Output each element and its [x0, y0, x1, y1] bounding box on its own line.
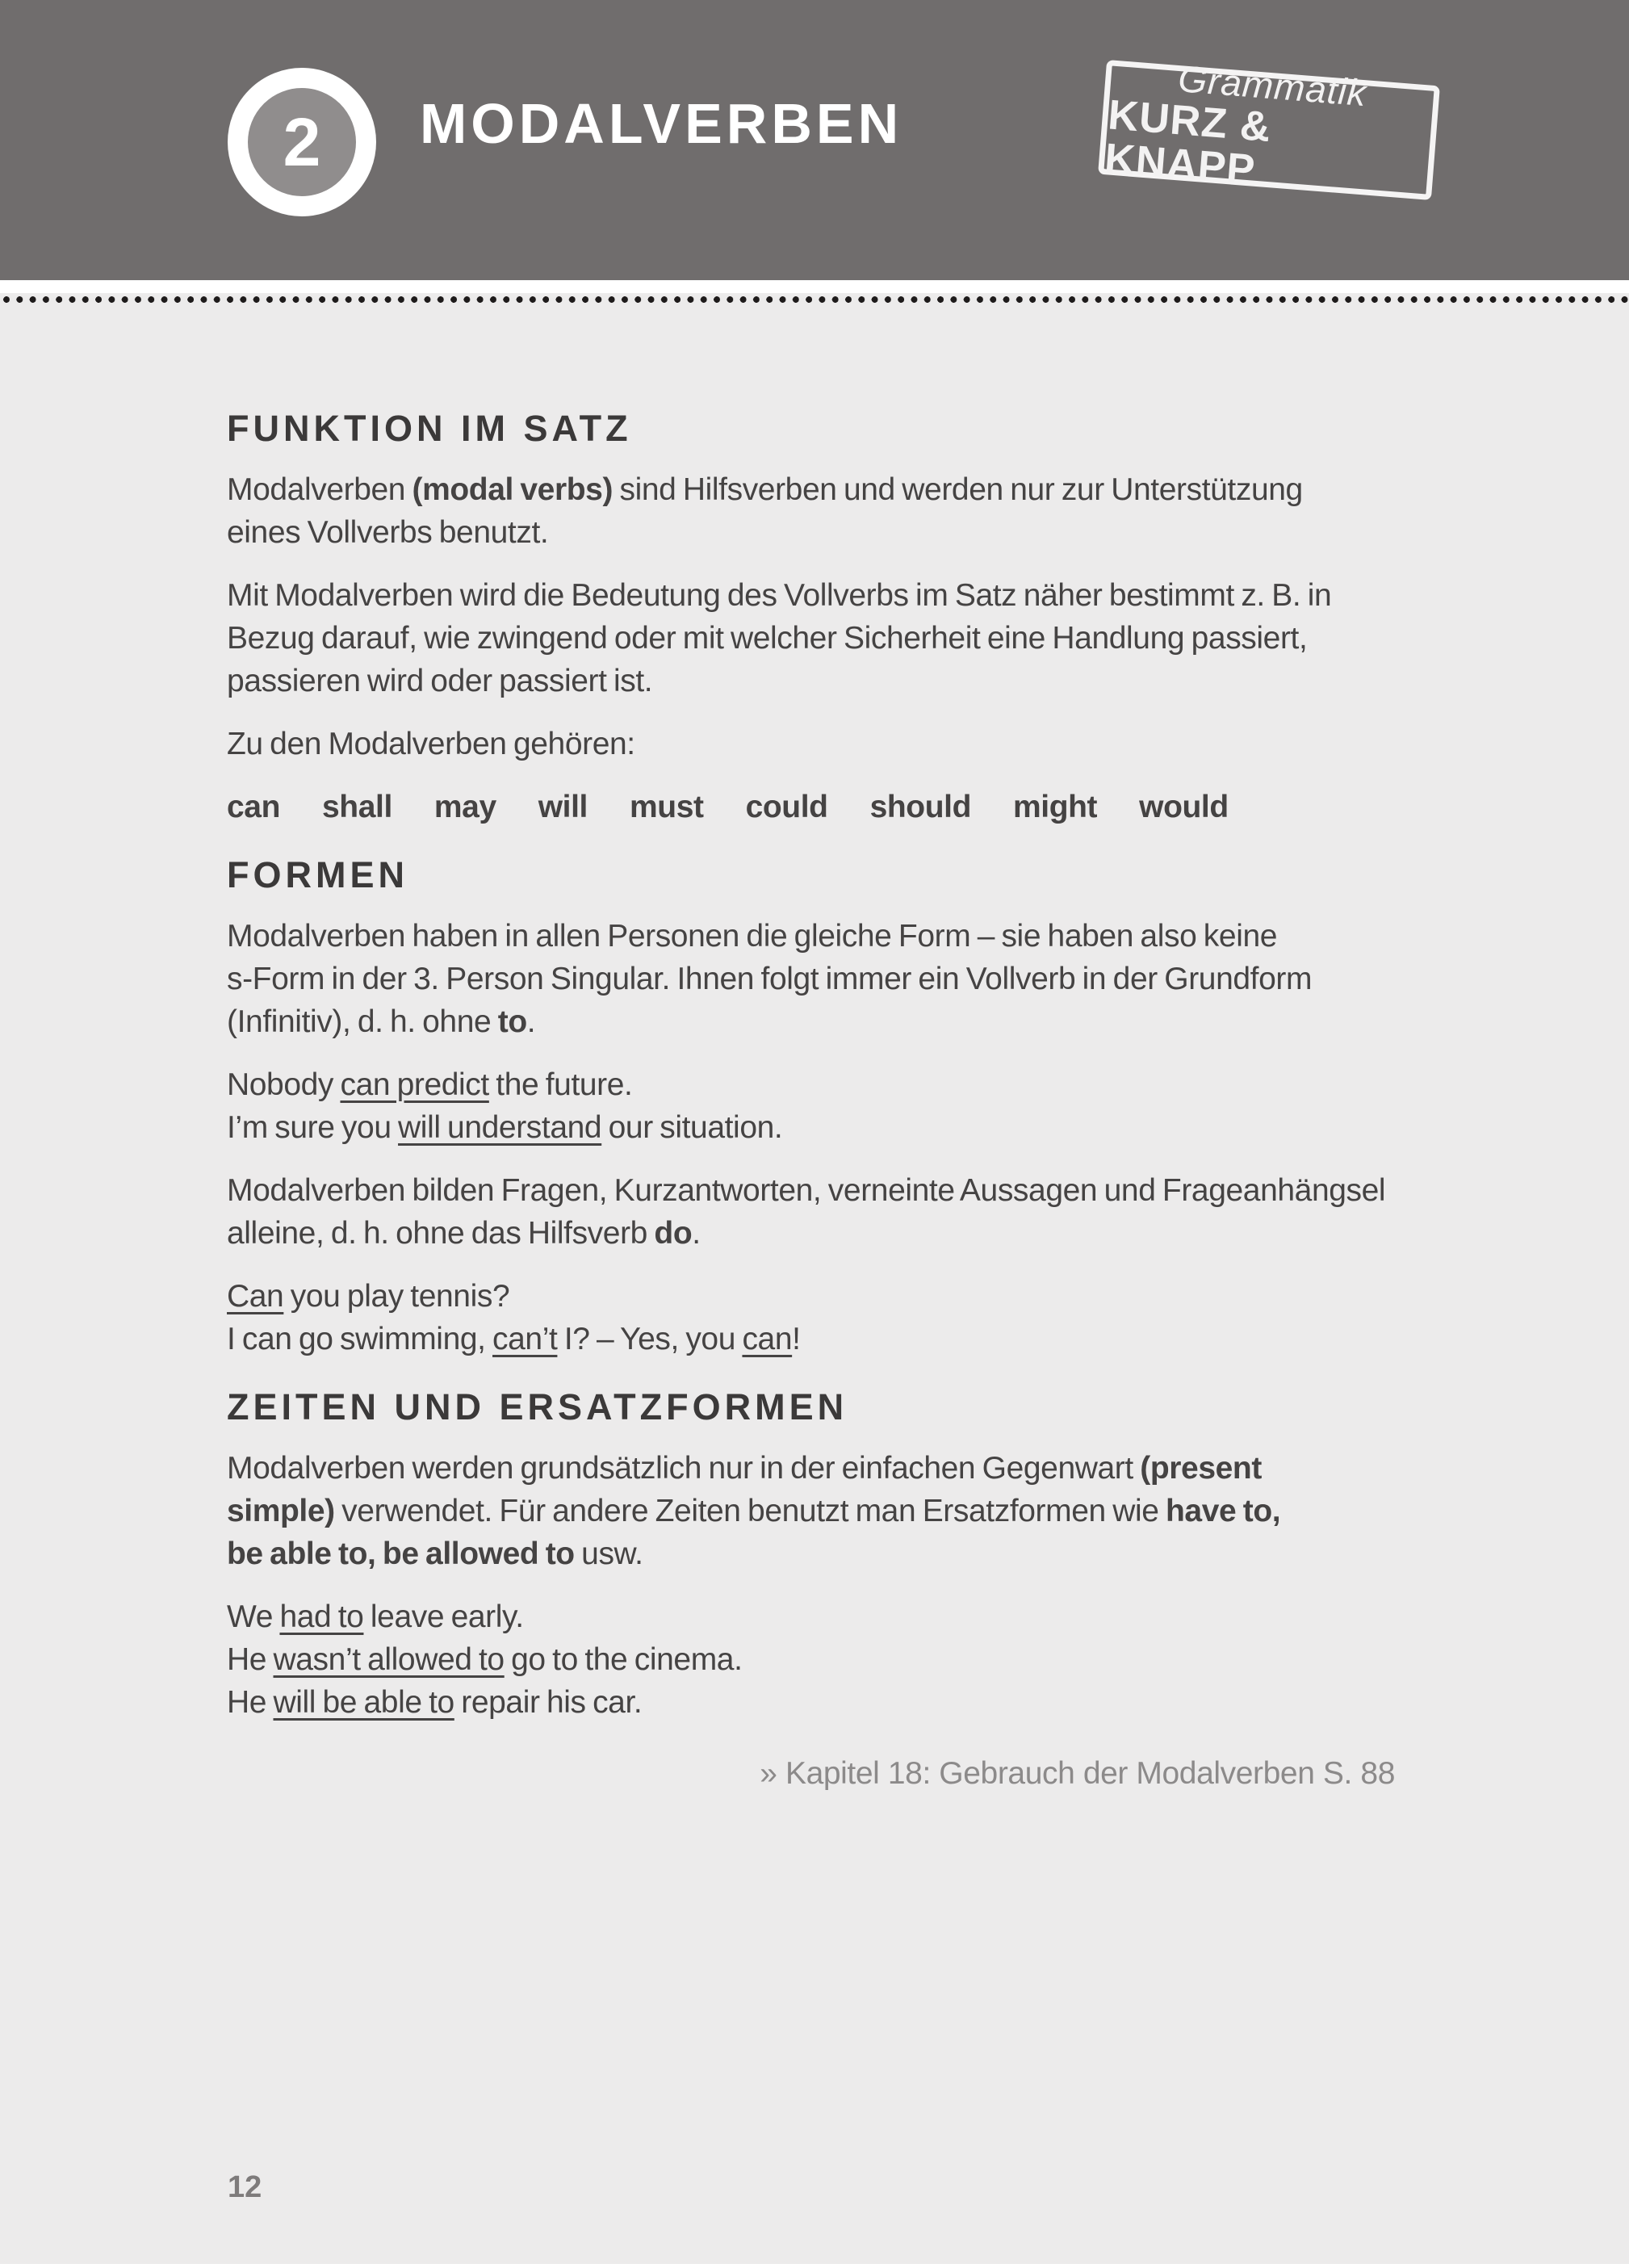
text-line: simple) verwendet. Für andere Zeiten benutzt man Ersatzformen wie have to,	[227, 1494, 1281, 1528]
paragraph	[227, 915, 1395, 1043]
section-funktion-im-satz	[227, 410, 1395, 828]
text-line: eines Vollverbs benutzt.	[227, 515, 549, 550]
modal-verbs-row	[227, 786, 1395, 828]
text-line: Modalverben werden grundsätzlich nur in der einfachen Gegenwart (present	[227, 1451, 1262, 1486]
chapter-number: 2	[283, 104, 321, 180]
example-block	[227, 1063, 1395, 1149]
dotted-separator	[0, 293, 1629, 306]
section-heading: ZEITEN UND ERSATZFORMEN	[227, 1386, 848, 1427]
section-heading: FUNKTION IM SATZ	[227, 408, 632, 449]
text-line: alleine, d. h. ohne das Hilfsverb do.	[227, 1216, 701, 1251]
page-number: 12	[228, 2170, 262, 2204]
text-line: Modalverben bilden Fragen, Kurzantworten, verneinte Aussagen und Frageanhängsel	[227, 1173, 1386, 1208]
paragraph	[227, 574, 1395, 702]
grammatik-stamp	[1098, 57, 1440, 200]
text-line: Modalverben (modal verbs) sind Hilfsverben und werden nur zur Unterstützung	[227, 472, 1303, 507]
modal-verb: could	[745, 790, 828, 824]
modal-verb: would	[1139, 790, 1229, 824]
chapter-reference: » Kapitel 18: Gebrauch der Modalverben S. 88	[760, 1756, 1395, 1791]
paragraph	[227, 468, 1395, 554]
text-line: Nobody can predict the future.	[227, 1067, 633, 1102]
paragraph	[227, 1169, 1395, 1255]
text-line: Can you play tennis?	[227, 1279, 510, 1314]
chapter-number-badge	[228, 68, 376, 216]
section-heading: FORMEN	[227, 854, 408, 895]
text-line: He wasn’t allowed to go to the cinema.	[227, 1642, 743, 1677]
text-line: Modalverben haben in allen Personen die gleiche Form – sie haben also keine	[227, 919, 1278, 954]
modal-verb: can	[227, 790, 281, 824]
paragraph	[227, 1447, 1395, 1575]
text-line: be able to, be allowed to usw.	[227, 1536, 643, 1571]
text-line: Mit Modalverben wird die Bedeutung des Vollverbs im Satz näher bestimmt z. B. in	[227, 578, 1332, 613]
content	[227, 396, 1395, 1823]
paragraph	[227, 723, 1395, 765]
chapter-header	[0, 0, 1629, 280]
text-line: I’m sure you will understand our situation.	[227, 1110, 783, 1145]
page-title: MODALVERBEN	[420, 92, 903, 155]
modal-verb: must	[630, 790, 704, 824]
text-line: He will be able to repair his car.	[227, 1685, 643, 1720]
modal-verb: should	[869, 790, 971, 824]
bottom-edge-strip	[0, 2264, 1629, 2268]
example-block	[227, 1595, 1395, 1724]
modal-verb: will	[538, 790, 588, 824]
modal-verb: may	[433, 790, 496, 824]
stamp-series-subtitle: KURZ & KNAPP	[1103, 90, 1273, 194]
text-line: Zu den Modalverben gehören:	[227, 727, 635, 761]
modal-verb: might	[1013, 790, 1098, 824]
example-block	[227, 1275, 1395, 1360]
text-line: (Infinitiv), d. h. ohne to.	[227, 1004, 536, 1039]
section-formen	[227, 854, 1395, 1360]
text-line: I can go swimming, can’t I? – Yes, you can!	[227, 1322, 801, 1356]
text-line: We had to leave early.	[227, 1599, 524, 1634]
header-gap-strip	[0, 280, 1629, 293]
text-line: Bezug darauf, wie zwingend oder mit welcher Sicherheit eine Handlung passiert,	[227, 621, 1308, 656]
modal-verb: shall	[322, 790, 392, 824]
text-line: s-Form in der 3. Person Singular. Ihnen folgt immer ein Vollverb in der Grundform	[227, 962, 1313, 996]
section-zeiten-und-ersatzformen	[227, 1386, 1395, 1795]
text-line: passieren wird oder passiert ist.	[227, 664, 653, 698]
stamp-series-name: Grammatik	[1176, 57, 1368, 115]
